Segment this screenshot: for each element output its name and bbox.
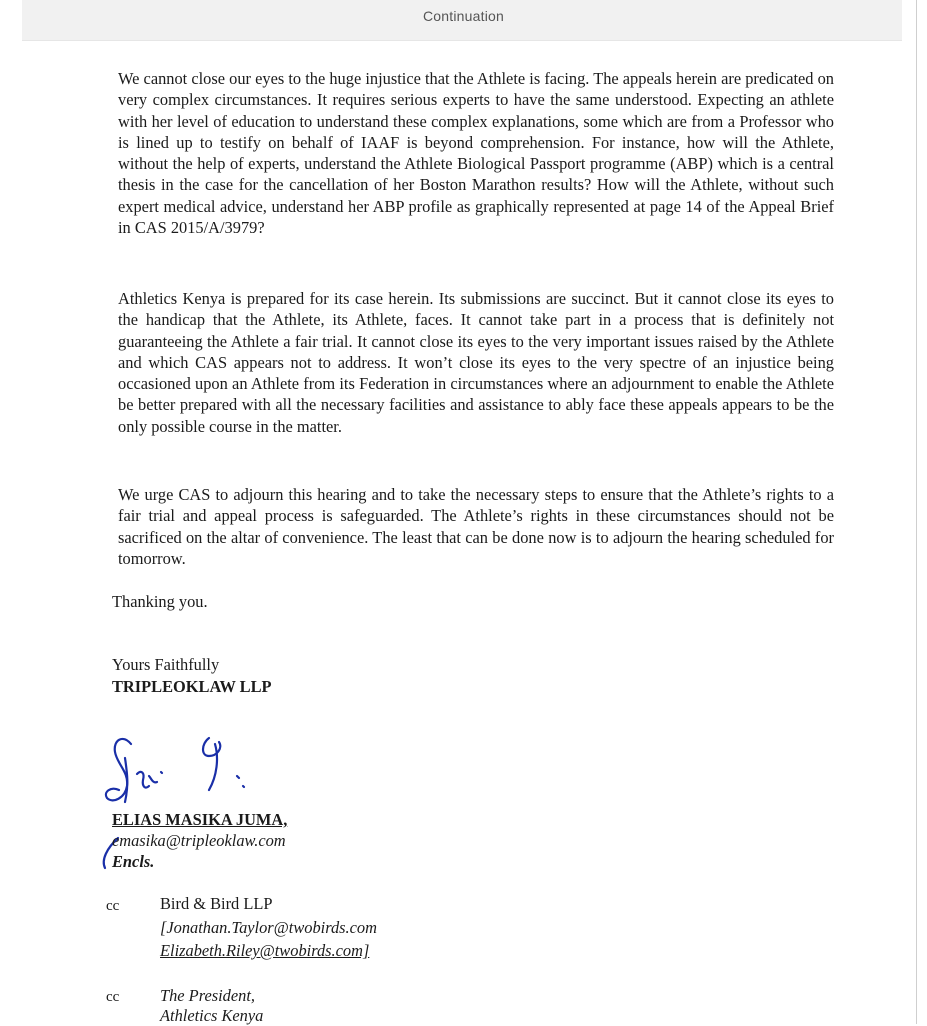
- page-edge: [916, 0, 917, 1024]
- cc-label: cc: [106, 989, 120, 1005]
- signer-email: emasika@tripleoklaw.com: [112, 831, 286, 850]
- cc-recipient-name: The President,: [160, 986, 255, 1005]
- paragraph-athletics-kenya: Athletics Kenya is prepared for its case herein. Its submissions are succinct. But it cannot close its eyes to the handicap that the Athlete, its Athlete, faces. It cannot take part in a process that is definitely not guaranteeing the Athlete a fair trial. It cannot close its eyes to the very important issues raised by the Athlete and which CAS appears not to address. It won’t close its eyes to the very spectre of an injustice being occasioned upon an Athlete from its Federation in circumstances where an adjournment to enable the Athlete be better prepared with all the necessary facilities and assistance to ably face these appeals appears to be the only possible course in the matter.: [118, 289, 834, 436]
- signer-name: ELIAS MASIKA JUMA,: [112, 810, 288, 829]
- cc-recipient-name: Bird & Bird LLP: [160, 894, 273, 913]
- cc-recipient-email: Elizabeth.Riley@twobirds.com]: [160, 941, 370, 960]
- cc-recipient-organization: Athletics Kenya: [160, 1006, 264, 1025]
- cc-recipient-email: [Jonathan.Taylor@twobirds.com: [160, 918, 377, 937]
- firm-name: TRIPLEOKLAW LLP: [112, 677, 272, 696]
- paragraph-injustice: We cannot close our eyes to the huge injustice that the Athlete is facing. The appeals herein are predicated on very complex circumstances. It requires serious experts to have the same understood. Expecting an athlete with her level of education to understand these complex explanations, some which are from a Professor who is lined up to testify on behalf of IAAF is beyond comprehension. For instance, how will the Athlete, without the help of experts, understand the Athlete Biological Passport programme (ABP) which is a central thesis in the case for the cancellation of her Boston Marathon results? How will the Athlete, without such expert medical advice, understand her ABP profile as graphically represented at page 14 of the Appeal Brief in CAS 2015/A/3979?: [118, 69, 834, 238]
- enclosures-label: Encls.: [112, 852, 155, 871]
- cc-label: cc: [106, 898, 120, 914]
- closing-thanks: Thanking you.: [112, 592, 208, 611]
- page-title: Continuation: [422, 8, 504, 24]
- closing-salutation: Yours Faithfully: [112, 655, 220, 674]
- paragraph-urge-adjourn: We urge CAS to adjourn this hearing and to take the necessary steps to ensure that the Athlete’s rights to a fair trial and appeal process is safeguarded. The Athlete’s rights in these circumstances should not be sacrificed on the altar of convenience. The least that can be done now is to adjourn the hearing scheduled for tomorrow.: [118, 485, 834, 568]
